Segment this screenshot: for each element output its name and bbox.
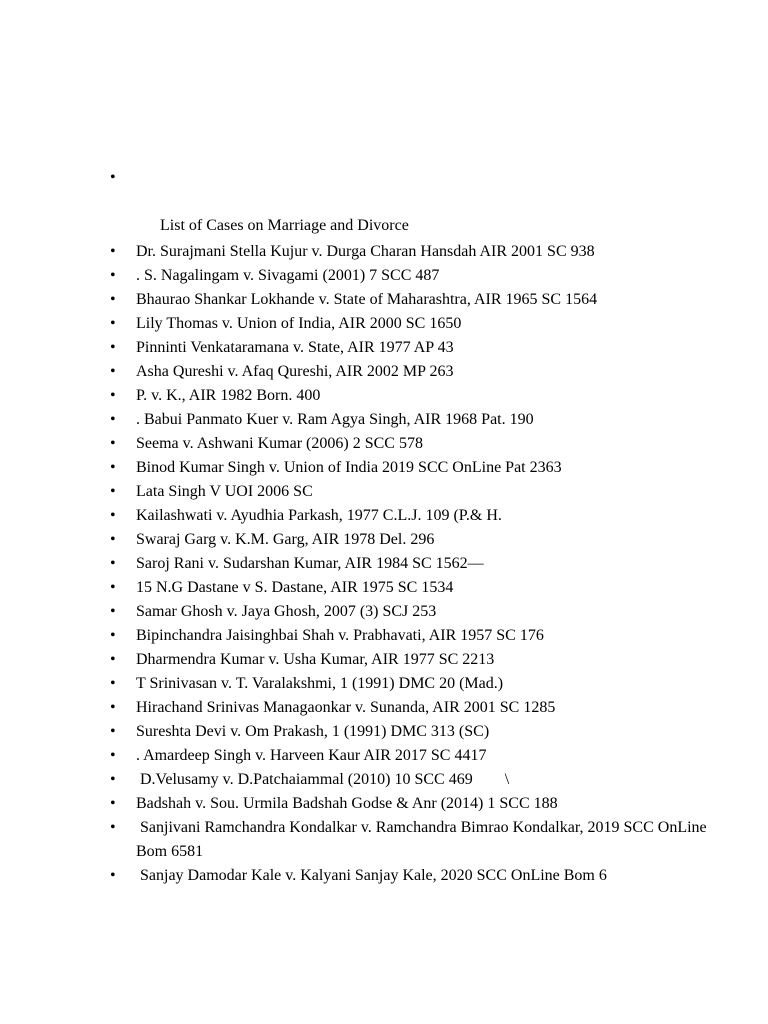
bullet-icon: •	[110, 291, 116, 308]
bullet-icon: •	[110, 411, 116, 428]
case-list-item	[0, 624, 768, 648]
bullet-icon: •	[110, 555, 116, 572]
case-list-item	[0, 288, 768, 312]
case-citation: Seema v. Ashwani Kumar (2006) 2 SCC 578	[136, 435, 423, 452]
case-citation: . Amardeep Singh v. Harveen Kaur AIR 2017 SC 4417	[136, 747, 487, 764]
case-list-item	[0, 696, 768, 720]
bullet-icon: •	[110, 603, 116, 620]
case-list-item	[0, 552, 768, 576]
case-citation: T Srinivasan v. T. Varalakshmi, 1 (1991) DMC 20 (Mad.)	[136, 675, 504, 692]
case-list-item	[0, 864, 768, 888]
case-citation: Bhaurao Shankar Lokhande v. State of Maharashtra, AIR 1965 SC 1564	[136, 291, 598, 308]
bullet-icon: •	[110, 507, 116, 524]
case-list-item	[0, 792, 768, 816]
case-list	[0, 240, 768, 888]
bullet-icon: •	[110, 675, 116, 692]
bullet-icon: •	[110, 867, 116, 884]
case-citation: . S. Nagalingam v. Sivagami (2001) 7 SCC 487	[136, 267, 440, 284]
bullet-icon: •	[110, 483, 116, 500]
case-citation: 15 N.G Dastane v S. Dastane, AIR 1975 SC 1534	[136, 579, 454, 596]
case-citation: Sureshta Devi v. Om Prakash, 1 (1991) DMC 313 (SC)	[136, 723, 490, 740]
heading-text: List of Cases on Marriage and Divorce	[160, 217, 409, 234]
case-list-item	[0, 456, 768, 480]
case-list-item	[0, 336, 768, 360]
bullet-icon: •	[110, 723, 116, 740]
case-citation: Badshah v. Sou. Urmila Badshah Godse & Anr (2014) 1 SCC 188	[136, 795, 558, 812]
case-citation: Hirachand Srinivas Managaonkar v. Sunanda, AIR 2001 SC 1285	[136, 699, 556, 716]
case-list-item	[0, 432, 768, 456]
bullet-icon: •	[110, 339, 116, 356]
bullet-icon: •	[110, 387, 116, 404]
bullet-icon: •	[110, 243, 116, 260]
bullet-icon: •	[110, 579, 116, 596]
case-list-item	[0, 744, 768, 768]
case-list-item	[0, 648, 768, 672]
case-list-item	[0, 504, 768, 528]
case-list-item	[0, 528, 768, 552]
case-citation: Lata Singh V UOI 2006 SC	[136, 483, 313, 500]
case-citation: Sanjay Damodar Kale v. Kalyani Sanjay Kale, 2020 SCC OnLine Bom 6	[136, 867, 607, 884]
bullet-icon: •	[110, 651, 116, 668]
bullet-icon: •	[110, 531, 116, 548]
case-citation: Samar Ghosh v. Jaya Ghosh, 2007 (3) SCJ 253	[136, 603, 437, 620]
bullet-icon: •	[110, 627, 116, 644]
bullet-icon: •	[110, 267, 116, 284]
case-citation: Lily Thomas v. Union of India, AIR 2000 SC 1650	[136, 315, 462, 332]
case-list-item	[0, 264, 768, 288]
case-list-item	[0, 480, 768, 504]
case-list-item	[0, 672, 768, 696]
case-citation: Pinninti Venkataramana v. State, AIR 1977 AP 43	[136, 339, 454, 356]
case-citation: Dharmendra Kumar v. Usha Kumar, AIR 1977 SC 2213	[136, 651, 495, 668]
case-list-item	[0, 720, 768, 744]
bullet-icon: •	[110, 699, 116, 716]
case-citation: Binod Kumar Singh v. Union of India 2019 SCC OnLine Pat 2363	[136, 459, 562, 476]
bullet-icon: •	[110, 795, 116, 812]
bullet-icon: •	[110, 363, 116, 380]
bullet-icon: •	[110, 169, 116, 186]
case-citation: Kailashwati v. Ayudhia Parkash, 1977 C.L.J. 109 (P.& H.	[136, 507, 502, 524]
case-citation: Bipinchandra Jaisinghbai Shah v. Prabhavati, AIR 1957 SC 176	[136, 627, 544, 644]
case-list-item	[0, 312, 768, 336]
bullet-icon: •	[110, 459, 116, 476]
case-list-item	[0, 600, 768, 624]
bullet-icon: •	[110, 771, 116, 788]
case-citation: Sanjivani Ramchandra Kondalkar v. Ramchandra Bimrao Kondalkar, 2019 SCC OnLine Bom 6581	[136, 819, 711, 860]
bullet-icon: •	[110, 747, 116, 764]
case-citation: D.Velusamy v. D.Patchaiammal (2010) 10 SCC 469 \	[136, 771, 510, 788]
case-list-item	[0, 816, 768, 864]
case-citation: Dr. Surajmani Stella Kujur v. Durga Charan Hansdah AIR 2001 SC 938	[136, 243, 595, 260]
case-list-item	[0, 240, 768, 264]
case-citation: Saroj Rani v. Sudarshan Kumar, AIR 1984 SC 1562—	[136, 555, 484, 572]
case-list-item	[0, 768, 768, 792]
bullet-icon: •	[110, 819, 116, 836]
case-citation: P. v. K., AIR 1982 Born. 400	[136, 387, 321, 404]
bullet-icon: •	[110, 435, 116, 452]
case-citation: Asha Qureshi v. Afaq Qureshi, AIR 2002 MP 263	[136, 363, 454, 380]
case-list-item	[0, 360, 768, 384]
bullet-icon: •	[110, 315, 116, 332]
case-list-item	[0, 408, 768, 432]
case-list-item	[0, 576, 768, 600]
case-citation: Swaraj Garg v. K.M. Garg, AIR 1978 Del. 296	[136, 531, 435, 548]
case-citation: . Babui Panmato Kuer v. Ram Agya Singh, AIR 1968 Pat. 190	[136, 411, 534, 428]
case-list-item	[0, 384, 768, 408]
